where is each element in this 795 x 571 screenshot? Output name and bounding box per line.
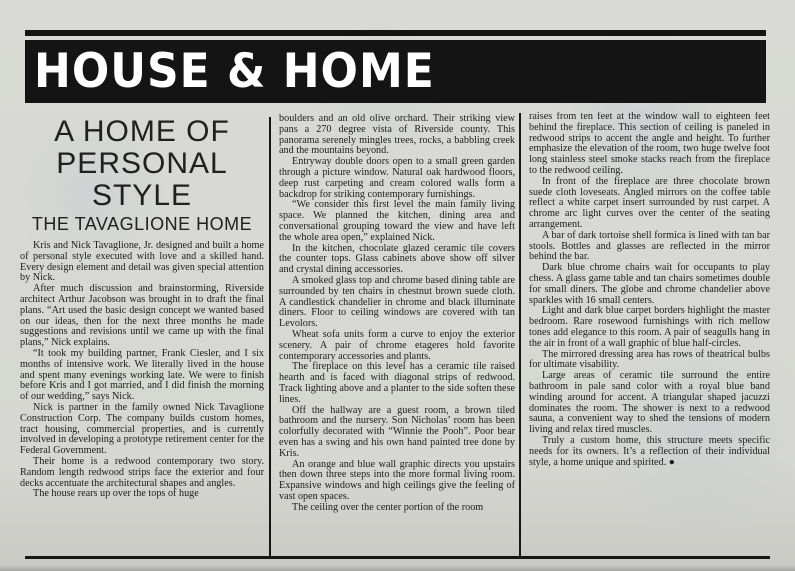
article-column-1: [20, 114, 264, 558]
article-column-3: [529, 112, 770, 558]
article-paragraph: The ceiling over the center portion of the room: [292, 501, 484, 513]
banner-top-rule: [25, 30, 766, 36]
article-paragraph: An orange and blue wall graphic directs you upstairs then down three steps into the more formal living room. Expansive windows and high ceilings give the feeling of vast open spaces.: [279, 458, 515, 502]
article-title-line-3: STYLE: [91, 179, 193, 212]
article-paragraph: Large areas of ceramic tile surround the entire bathroom in pale sand color with a royal blue band winding around for accent. A triangular shaped jacuzzi dominates the room. The shower is next to a redwood sauna, a convenient way to shed the tensions of modern living and relax tired muscles.: [529, 370, 770, 436]
article-subtitle: THE TAVAGLIONE HOME: [31, 214, 253, 234]
article-bottom-rule: [25, 556, 770, 559]
article-paragraph: Wheat sofa units form a curve to enjoy the exterior scenery. A pair of chrome etageres hold favorite contemporary accessories and plants.: [279, 328, 515, 362]
article-paragraph: After much discussion and brainstorming, Riverside architect Arthur Jacobson was brought in to draft the final plans. “Art used the basic design concept we wanted based on our ideas, then for the next three months he made suggestions and revisions until we came up with the final plans,” Nick explains.: [20, 283, 264, 349]
article-paragraph: Nick is partner in the family owned Nick Tavaglione Construction Corp. The company builds custom homes, tract housing, commercial properties, and is currently involved in developing a prototype retirement center for the Federal Government.: [20, 401, 264, 457]
article-paragraph: Truly a custom home, this structure meets specific needs for its owners. It’s a reflection of their individual style, a home unique and spirited. ●: [529, 434, 770, 468]
article-column-2: [279, 114, 515, 558]
article-paragraph: Their home is a redwood contemporary two story. Random length redwood strips face the exterior and four decks accentuate the architectural shapes and angles.: [20, 455, 264, 489]
article-paragraph: In front of the fireplace are three chocolate brown suede cloth loveseats. Angled mirrors on the coffee table reflect a white carpet insert surrounded by rust carpet. A chrome arc light curves over the center of the seating arrangement.: [529, 175, 770, 230]
article-paragraph: Dark blue chrome chairs wait for occupants to play chess. A glass game table and tan chairs sometimes double for small diners. The globe and chrome chandelier above sparkles with 16 small centers.: [529, 262, 770, 306]
article-paragraph: The mirrored dressing area has rows of theatrical bulbs for ultimate visability.: [529, 348, 770, 371]
article-paragraph: The house rears up over the tops of huge: [33, 488, 199, 500]
article-paragraph: boulders and an old olive orchard. Their striking view pans a 270 degree vista of Riverside county. This panorama serenely mingles trees, rocks, a babbling creek and the mountains beyond.: [279, 114, 515, 157]
article-paragraph: Kris and Nick Tavaglione, Jr. designed and built a home of personal style executed with love and a skilled hand. Every design element and detail was given special attention by Nick.: [20, 240, 264, 284]
article-paragraph: “We consider this first level the main family living space. We planned the kitchen, dining area and conversational grouping toward the view and have left the whole area open,” explained Nick.: [279, 199, 515, 243]
article-title-line-2: PERSONAL: [56, 147, 228, 180]
article-paragraph: A bar of dark tortoise shell formica is lined with tan bar stools. Bottles and glasses are reflected in the mirror behind the bar.: [529, 229, 770, 263]
article-paragraph: Entryway double doors open to a small green garden through a picture window. Natural oak hardwood floors, deep rust carpeting and cream colored walls form a backdrop for striking contemporary furnishings.: [279, 156, 515, 200]
article-title: [20, 116, 264, 212]
article-paragraph: raises from ten feet at the window wall to eighteen feet behind the fireplace. This section of ceiling is paneled in redwood strips to accent the angle and height. To further emphasize the elevation of the room, two huge twelve foot long stainless steel smoke stacks reach from the fireplace to the redwood ceiling.: [529, 112, 770, 176]
column-divider-rule-2: [519, 113, 521, 557]
article-paragraph: Off the hallway are a guest room, a brown tiled bathroom and the nursery. Son Nicholas’ room has been colorfully decorated with “Winnie the Pooh”. Poor bear even has a swing and his own hand painted tree done by Kris.: [279, 404, 515, 459]
article-paragraph: In the kitchen, chocolate glazed ceramic tile covers the counter tops. Glass cabinets above show off silver and crystal dining accessories.: [279, 242, 515, 276]
section-banner: [25, 40, 766, 103]
article-paragraph: Light and dark blue carpet borders highlight the master bedroom. Rare rosewood furnishings with rich mellow tones add elegance to this room. A pair of seagulls hang in the air in front of a wall graphic of blue half-circles.: [529, 305, 770, 349]
article-paragraph: The fireplace on this level has a ceramic tile raised hearth and is faced with diagonal strips of redwood. Track lighting above and a planter to the side soften these lines.: [279, 361, 515, 405]
section-banner-title: HOUSE & HOME: [34, 43, 435, 100]
column-divider-rule-1: [269, 117, 271, 557]
article-paragraph: “It took my building partner, Frank Ciesler, and I six months of intensive work. We literally lived in the house and spent many evenings working late. We were to finish before Kris and I got married, and I did finish the morning of our wedding,” says Nick.: [20, 347, 264, 403]
article-title-line-1: A HOME OF: [54, 115, 230, 148]
article-paragraph: A smoked glass top and chrome based dining table are surrounded by ten chairs in chestnut brown suede cloth. A candlestick chandelier in chrome and black illuminate diners. Floor to ceiling windows are covered with tan Levolors.: [279, 274, 515, 330]
page-edge-shadow: [0, 565, 795, 571]
